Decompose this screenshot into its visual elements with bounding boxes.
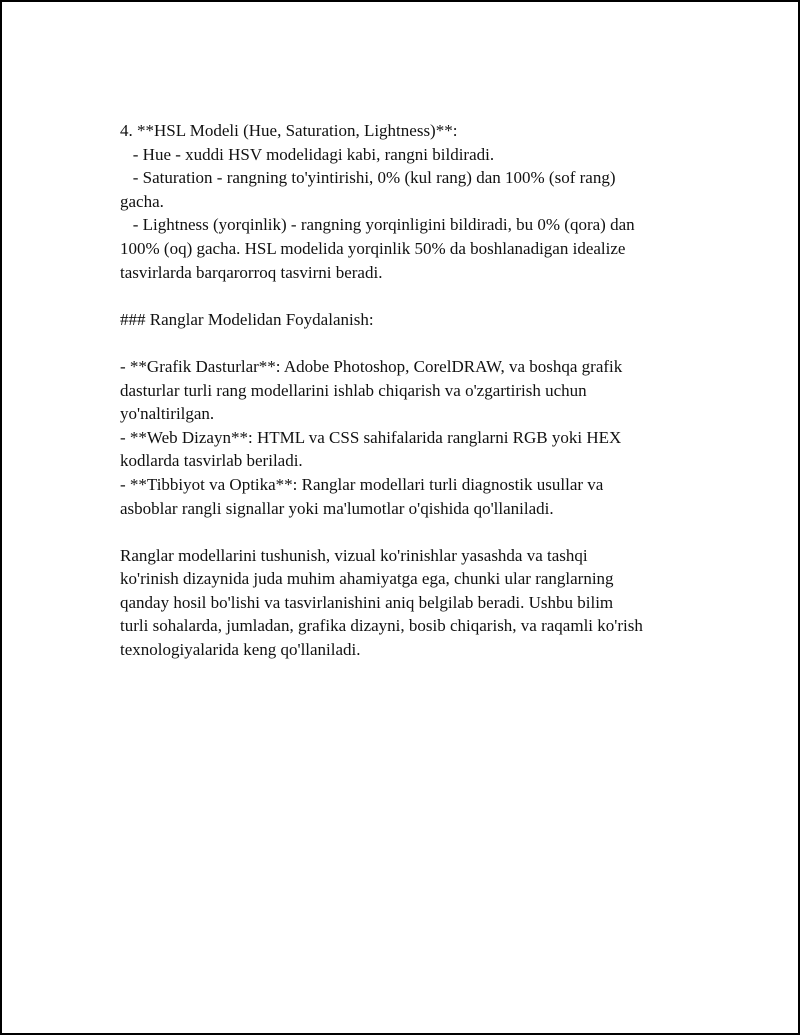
list-item-line: - **Grafik Dasturlar**: Adobe Photoshop, CorelDRAW, va boshqa grafik	[120, 356, 623, 376]
list-item-medicine-optics	[120, 473, 700, 520]
hsl-lightness-line-end: tasvirlarda barqarorroq tasvirni beradi.	[120, 262, 383, 282]
list-item-line: yo'naltirilgan.	[120, 404, 215, 424]
list-item-line: kodlarda tasvirlab beriladi.	[120, 451, 303, 471]
conclusion-line: texnologiyalarida keng qo'llaniladi.	[120, 640, 361, 660]
list-item-web-design	[120, 426, 700, 473]
hsl-saturation-line-cont: gacha.	[120, 191, 164, 211]
usage-heading: ### Ranglar Modelidan Foydalanish:	[120, 309, 374, 329]
conclusion-line: ko'rinish dizaynida juda muhim ahamiyatga ega, chunki ular ranglarning	[120, 569, 614, 589]
paragraph-spacer	[120, 331, 700, 355]
conclusion-line: qanday hosil bo'lishi va tasvirlanishini aniq belgilab beradi. Ushbu bilim	[120, 592, 614, 612]
list-item-line: asboblar rangli signallar yoki ma'lumotlar o'qishida qo'llaniladi.	[120, 498, 554, 518]
hsl-hue-line: - Hue - xuddi HSV modelidagi kabi, rangni bildiradi.	[120, 144, 495, 164]
document-body	[120, 119, 700, 662]
paragraph-spacer	[120, 284, 700, 308]
list-item-line: - **Web Dizayn**: HTML va CSS sahifalarida ranglarni RGB yoki HEX	[120, 427, 622, 447]
conclusion-line: Ranglar modellarini tushunish, vizual ko'rinishlar yasashda va tashqi	[120, 545, 588, 565]
hsl-lightness-line: - Lightness (yorqinlik) - rangning yorqinligini bildiradi, bu 0% (qora) dan	[120, 215, 635, 235]
hsl-heading: 4. **HSL Modeli (Hue, Saturation, Lightness)**:	[120, 121, 458, 140]
hsl-section	[120, 119, 700, 284]
hsl-saturation-line: - Saturation - rangning to'yintirishi, 0% (kul rang) dan 100% (sof rang)	[120, 168, 616, 188]
hsl-lightness-line-cont: 100% (oq) gacha. HSL modelida yorqinlik 50% da boshlanadigan idealize	[120, 238, 626, 258]
list-item-line: dasturlar turli rang modellarini ishlab chiqarish va o'zgartirish uchun	[120, 380, 587, 400]
list-item-graphics-software	[120, 355, 700, 426]
conclusion-line: turli sohalarda, jumladan, grafika dizayni, bosib chiqarish, va raqamli ko'rish	[120, 616, 643, 636]
usage-list	[120, 355, 700, 520]
conclusion-paragraph	[120, 544, 700, 662]
paragraph-spacer	[120, 520, 700, 544]
list-item-line: - **Tibbiyot va Optika**: Ranglar modellari turli diagnostik usullar va	[120, 474, 604, 494]
